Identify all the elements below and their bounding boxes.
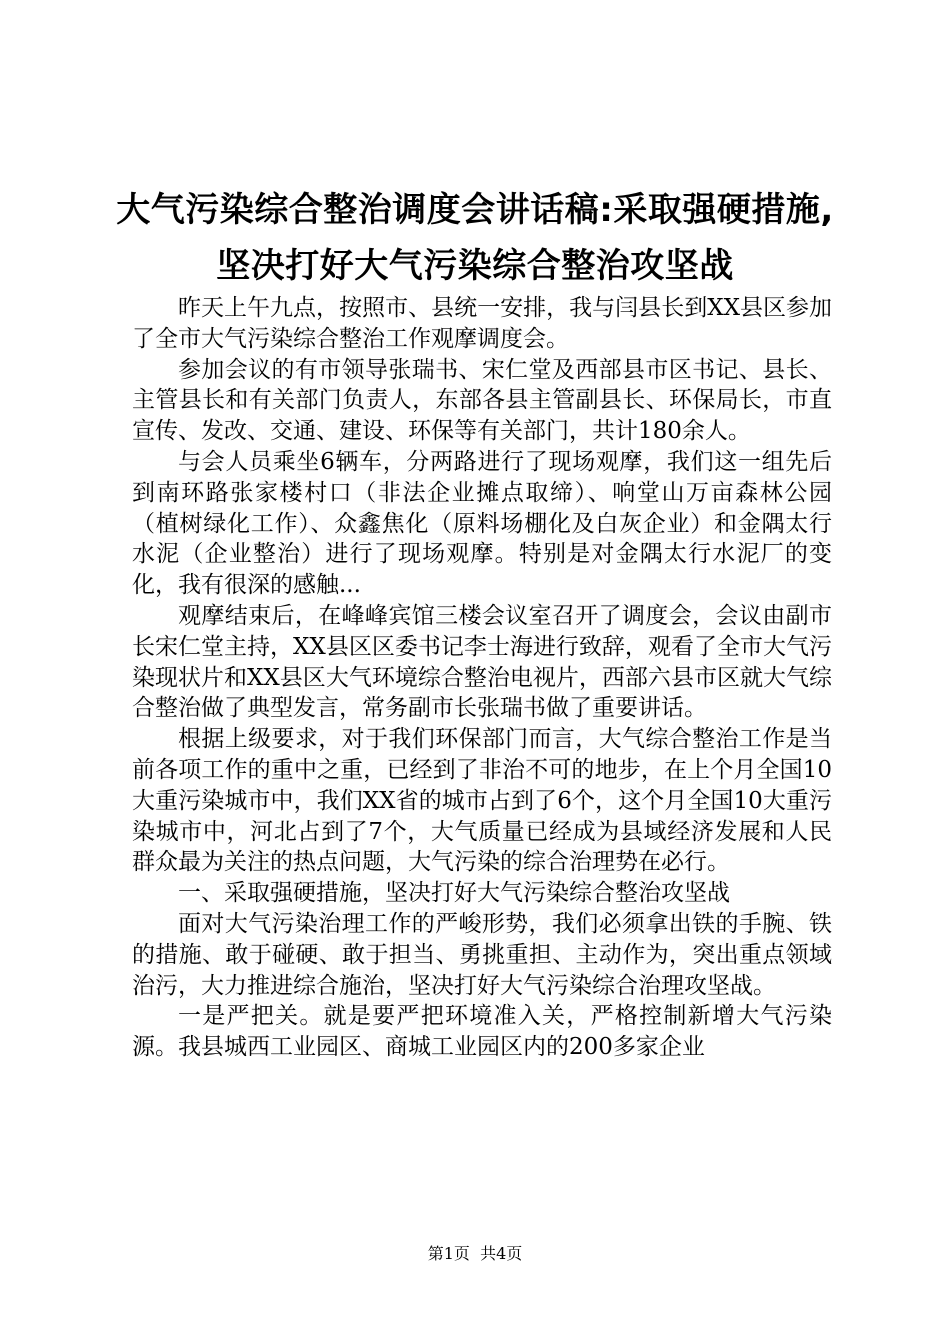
section-heading: 一、采取强硬措施，坚决打好大气污染综合整治攻坚战 [178, 880, 730, 907]
paragraph: 一是严把关。就是要严把环境准入关，严格控制新增大气污染源。我县城西工业园区、商城工业园区内的200多家企业 [132, 1003, 832, 1061]
document-title: 大气污染综合整治调度会讲话稿:采取强硬措施,坚决打好大气污染综合整治攻坚战 [116, 190, 834, 286]
paragraph: 观摩结束后，在峰峰宾馆三楼会议室召开了调度会，会议由副市长宋仁堂主持，XX县区区委书记李士海进行致辞，观看了全市大气污染现状片和XX县区大气环境综合整治电视片，西部六县市区就大气综合整治做了典型发言，常务副市长张瑞书做了重要讲话。 [132, 602, 832, 722]
page-number: 第1页 [427, 1244, 470, 1263]
paragraph: 与会人员乘坐6辆车，分两路进行了现场观摩，我们这一组先后到南环路张家楼村口（非法企业摊点取缔）、响堂山万亩森林公园（植树绿化工作）、众鑫焦化（原料场棚化及白灰企业）和金隅太行水泥（企业整治）进行了现场观摩。特别是对金隅太行水泥厂的变化，我有很深的感触... [132, 448, 832, 599]
page-footer [0, 1244, 950, 1264]
page-total: 共4页 [480, 1244, 523, 1263]
paragraph: 根据上级要求，对于我们环保部门而言，大气综合整治工作是当前各项工作的重中之重，已经到了非治不可的地步，在上个月全国10大重污染城市中，我们XX省的城市占到了6个，这个月全国10大重污染城市中，河北占到了7个，大气质量已经成为县域经济发展和人民群众最为关注的热点问题，大气污染的综合治理势在必行。 [132, 726, 832, 876]
document-body [132, 293, 832, 1063]
paragraph: 昨天上午九点，按照市、县统一安排，我与闫县长到XX县区参加了全市大气污染综合整治工作观摩调度会。 [132, 295, 832, 352]
paragraph: 面对大气污染治理工作的严峻形势，我们必须拿出铁的手腕、铁的措施、敢于碰硬、敢于担当、勇挑重担、主动作为，突出重点领域治污，大力推进综合施治，坚决打好大气污染综合治理攻坚战。 [132, 910, 832, 999]
paragraph: 参加会议的有市领导张瑞书、宋仁堂及西部县市区书记、县长、主管县长和有关部门负责人，东部各县主管副县长、环保局长，市直宣传、发改、交通、建设、环保等有关部门，共计180余人。 [132, 356, 832, 445]
